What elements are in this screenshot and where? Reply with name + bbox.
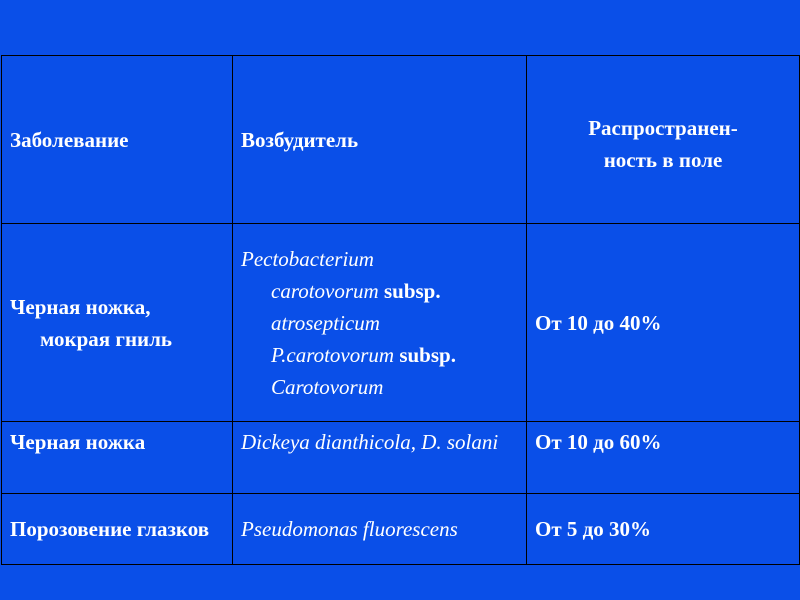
pathogen-name: Pseudomonas fluorescens [241,517,458,541]
pathogen-cell [233,422,527,494]
header-pathogen [233,56,527,224]
disease-name: Черная ножка, мокрая гниль [10,294,173,351]
spread-value: От 5 до 30% [535,517,652,541]
disease-cell [2,224,233,422]
pathogen-line [241,371,518,403]
pathogen-cell [233,494,527,565]
pathogen-line [241,307,518,339]
pathogen-line [241,243,518,275]
header-disease [2,56,233,224]
spread-cell [527,224,800,422]
disease-name: Порозовение глазков [10,517,210,541]
table-row [2,494,800,565]
header-spread-line2: ность в поле [603,148,723,172]
table-header-row [2,56,800,224]
spread-cell [527,422,800,494]
pathogen-subspecies: Carotovorum [271,374,384,399]
spread-value: От 10 до 40% [535,310,662,335]
disease-name: Черная ножка [10,430,146,454]
pathogen-rank: subsp. [394,342,456,367]
pathogen-subspecies: atrosepticum [271,310,380,335]
header-spread [527,56,800,224]
spread-cell [527,494,800,565]
header-spread-line1: Распространен- [588,116,738,140]
pathogen-species: carotovorum [271,278,379,303]
pathogen-name: Dickeya dianthicola, D. solani [241,430,499,454]
disease-cell [2,494,233,565]
table-row [2,422,800,494]
header-disease-label: Заболевание [10,127,129,152]
pathogen-rank: subsp. [378,278,441,303]
disease-table [1,55,800,565]
pathogen-genus: Pectobacterium [241,246,374,271]
pathogen-cell [233,224,527,422]
disease-cell [2,422,233,494]
pathogen-species: P.carotovorum [271,342,395,367]
header-pathogen-label: Возбудитель [241,127,359,152]
pathogen-line [241,339,518,371]
table-row [2,224,800,422]
spread-value: От 10 до 60% [535,430,662,454]
pathogen-line [241,275,518,307]
